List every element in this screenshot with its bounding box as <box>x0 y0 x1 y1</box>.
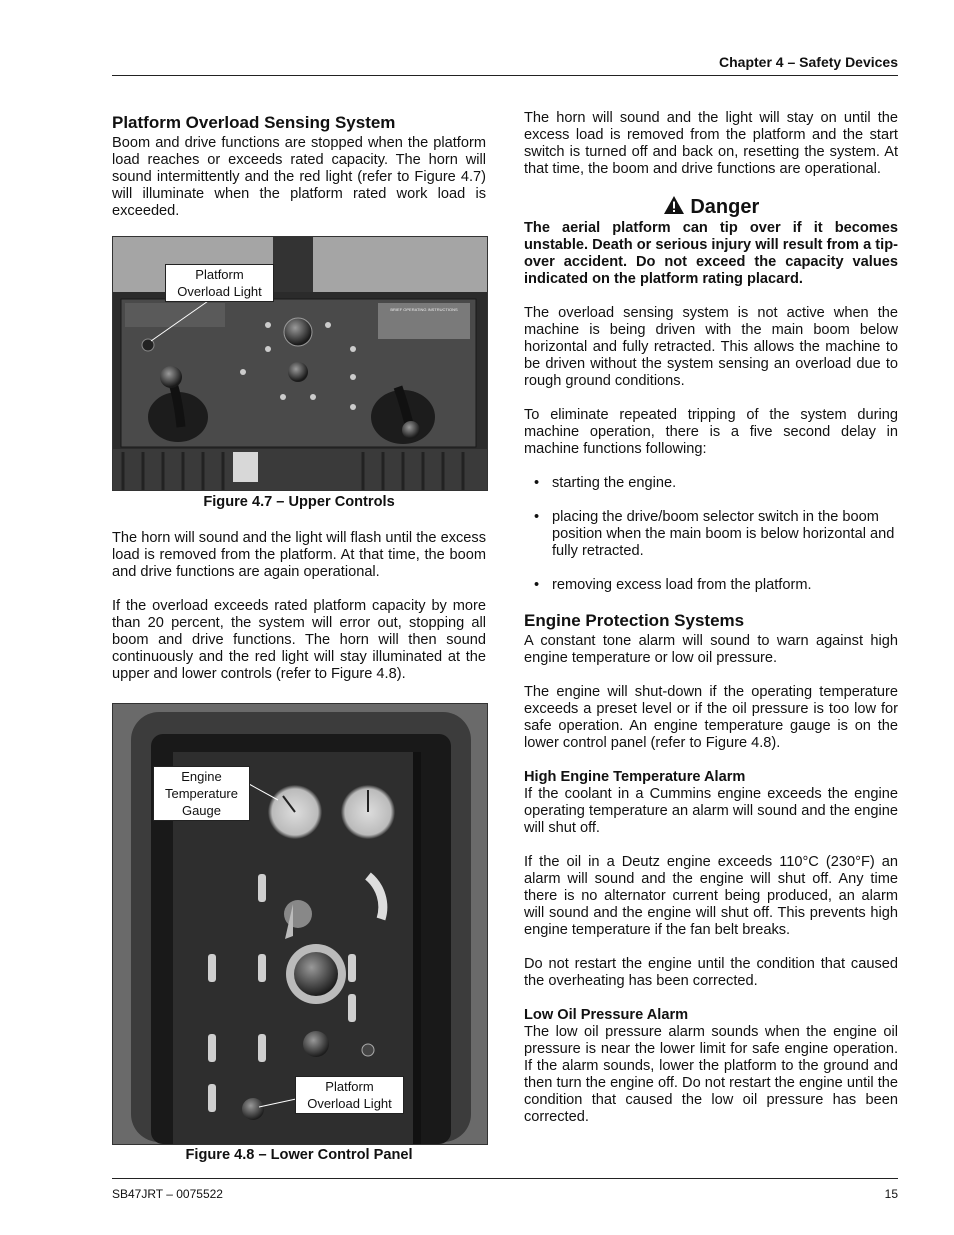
danger-heading: Danger <box>524 195 898 216</box>
paragraph: A constant tone alarm will sound to warn against high engine temperature or low oil pressure. <box>524 633 898 666</box>
document-number: SB47JRT – 0075522 <box>112 1187 223 1201</box>
paragraph: Do not restart the engine until the condition that caused the overheating has been corrected. <box>524 956 898 989</box>
bullet-list <box>524 475 898 594</box>
callout-platform-overload-light: Platform Overload Light <box>295 1076 404 1114</box>
list-item: • removing excess load from the platform. <box>524 577 898 594</box>
list-item: • placing the drive/boom selector switch in the boom position when the main boom is below horizontal and fully retracted. <box>524 509 898 560</box>
right-column <box>524 110 898 1143</box>
chapter-header: Chapter 4 – Safety Devices <box>719 54 898 70</box>
overload-light-icon <box>142 339 154 351</box>
left-column-middle <box>112 530 486 700</box>
subheading-low-oil: Low Oil Pressure Alarm <box>524 1007 689 1023</box>
paragraph: To eliminate repeated tripping of the system during machine operation, there is a five second delay in machine functions following: <box>524 407 898 457</box>
callout-platform-overload-light: Platform Overload Light <box>165 264 274 302</box>
figure-lower-control-panel <box>112 703 488 1145</box>
page-number: 15 <box>884 1187 898 1201</box>
footer-rule <box>112 1178 898 1179</box>
figure-caption-4-7: Figure 4.7 – Upper Controls <box>203 494 395 510</box>
section-heading-engine-protection: Engine Protection Systems <box>524 611 745 630</box>
header-rule <box>112 75 898 76</box>
paragraph: If the overload exceeds rated platform capacity by more than 20 percent, the system will error out, stopping all boom and drive functions. The horn will then sound continuously and the red light will stay illuminated at the upper and lower controls (refer to Figure 4.8). <box>112 598 486 682</box>
subheading-high-temp: High Engine Temperature Alarm <box>524 769 746 785</box>
figure-caption-4-8: Figure 4.8 – Lower Control Panel <box>185 1147 413 1163</box>
warning-triangle-icon <box>663 195 685 215</box>
section-heading-overload: Platform Overload Sensing System <box>112 113 396 132</box>
paragraph: The overload sensing system is not active when the machine is being driven with the main boom below horizontal and fully retracted. This allows the machine to be driven without the system sensing an overload due to rough ground conditions. <box>524 305 898 389</box>
paragraph: The engine will shut-down if the operating temperature exceeds a preset level or if the oil pressure is too low for safe operation. An engine temperature gauge is on the lower control panel (refer to Figure 4.8). <box>524 684 898 751</box>
list-item: • starting the engine. <box>524 475 898 492</box>
paragraph: Boom and drive functions are stopped when the platform load reaches or exceeds rated capacity. The horn will sound intermittently and the red light (refer to Figure 4.7) will illuminate when the platform rated work load is exceeded. <box>112 135 486 219</box>
paragraph: If the oil in a Deutz engine exceeds 110°C (230°F) an alarm will sound and the engine will shut off. Any time there is no alternator current being produced, an alarm will sound and the engine will shut off. This prevents high engine temperature if the fan belt breaks. <box>524 854 898 938</box>
paragraph: The horn will sound and the light will flash until the excess load is removed from the platform. At that time, the boom and drive functions are again operational. <box>112 530 486 580</box>
paragraph: If the coolant in a Cummins engine exceeds the engine operating temperature an alarm will sound and the engine will shut off. <box>524 786 898 836</box>
callout-engine-temperature-gauge: Engine Temperature Gauge <box>153 766 250 821</box>
figure-upper-controls <box>112 236 488 491</box>
overload-light-icon <box>242 1098 264 1120</box>
paragraph: The low oil pressure alarm sounds when the engine oil pressure is near the lower limit for safe engine operation. If the alarm sounds, lower the platform to the ground and then turn the engine off. Do not restart the engine until the condition that caused the low oil pressure has been corrected. <box>524 1024 898 1125</box>
left-column-top <box>112 113 486 237</box>
danger-warning-text: The aerial platform can tip over if it becomes unstable. Death or serious injury will result from a tip-over accident. Do not exceed the capacity values indicated on the platform rating placard. <box>524 220 898 287</box>
paragraph: The horn will sound and the light will stay on until the excess load is removed from the platform and the start switch is turned off and back on, resetting the system. At that time, the boom and drive functions are operational. <box>524 110 898 177</box>
placard-title: BRIEF OPERATING INSTRUCTIONS <box>390 307 458 312</box>
